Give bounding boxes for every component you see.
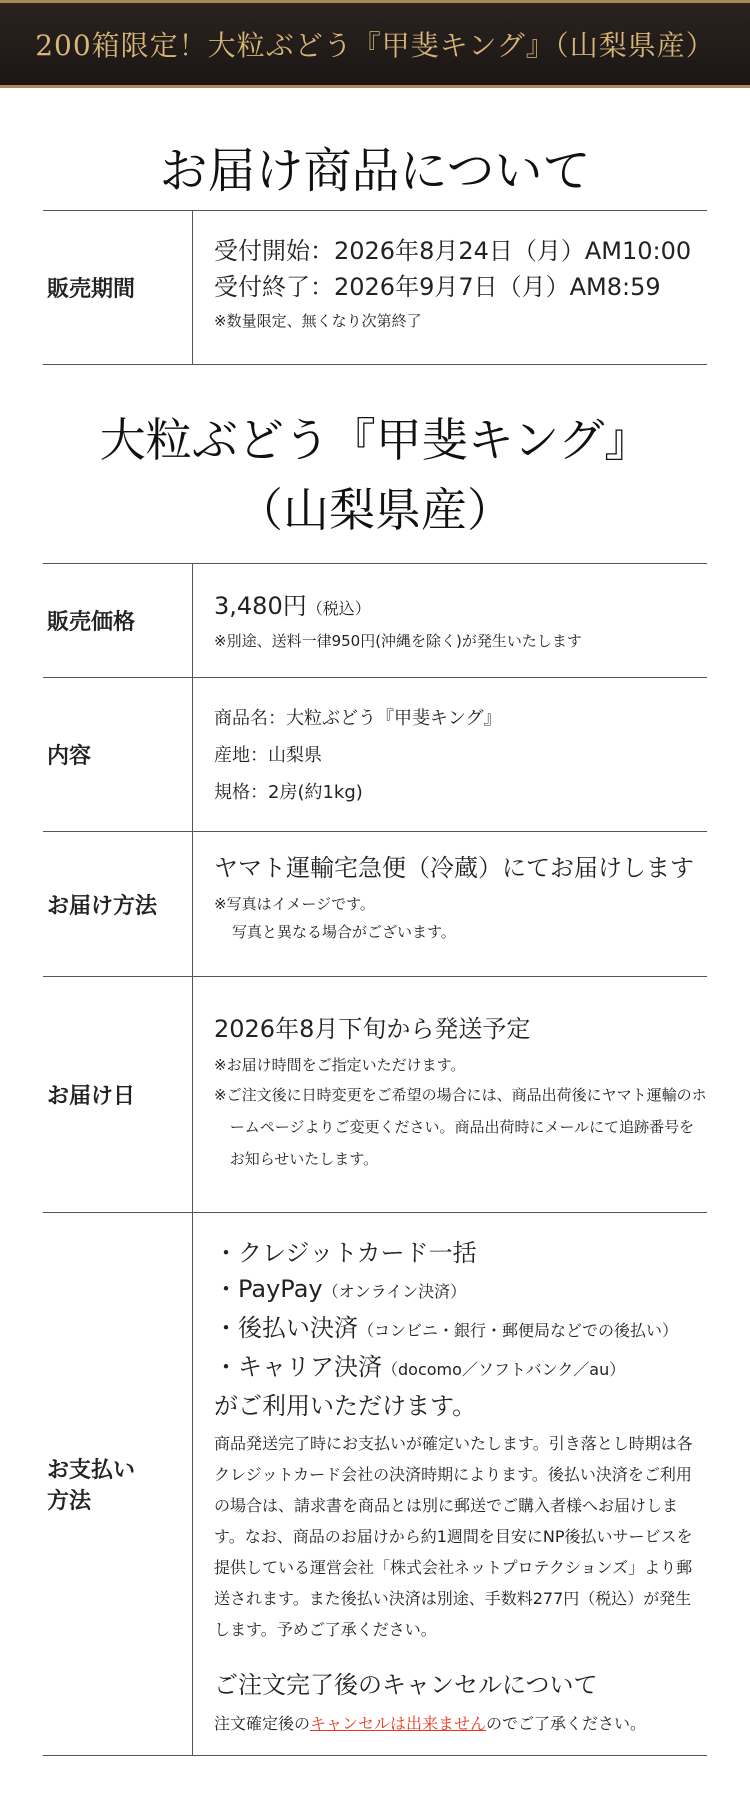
- delivery-method-main: ヤマト運輸宅急便（冷蔵）にてお届けします: [214, 854, 694, 882]
- delivery-method-note2: 写真と異なる場合がございます。: [232, 923, 456, 941]
- sale-start: 受付開始：2026年8月24日（月）AM10:00: [214, 237, 692, 265]
- top-banner: [0, 0, 750, 88]
- delivery-method-note1: ※写真はイメージです。: [214, 895, 375, 913]
- row-delivery-date: [43, 977, 707, 1213]
- label-sale-period: 販売期間: [43, 211, 193, 364]
- row-sale-period: [43, 211, 707, 365]
- payment-item-paypay-main: ・PayPay: [214, 1275, 323, 1303]
- product-title: [43, 365, 707, 563]
- product-title-line1: 大粒ぶどう『甲斐キング』: [99, 413, 651, 467]
- label-price: 販売価格: [43, 564, 193, 677]
- contents-origin: 産地：山梨県: [214, 745, 322, 766]
- sale-note: ※数量限定、無くなり次第終了: [214, 312, 422, 330]
- payment-item-carrier-main: ・キャリア決済: [214, 1353, 382, 1381]
- payment-item-paypay-sub: （オンライン決済）: [322, 1282, 467, 1301]
- payment-item-paypay: [214, 1271, 707, 1310]
- delivery-date-note2: ※ご注文後に日時変更をご希望の場合には、商品出荷後にヤマト運輸のホームページよりご変更ください。商品出荷時にメールにて追跡番号をお知らせいたします。: [214, 1086, 707, 1168]
- contents-content: [193, 678, 707, 831]
- product-title-line2: （山梨県産）: [237, 483, 513, 537]
- cancel-text: [214, 1709, 707, 1739]
- delivery-date-content: [193, 977, 707, 1212]
- price-value: 3,480円: [214, 592, 307, 620]
- price-tax: （税込）: [306, 599, 371, 618]
- section-title: お届け商品について: [159, 143, 591, 199]
- sale-period-content: [193, 211, 707, 364]
- delivery-date-note1: ※お届け時間をご指定いただけます。: [214, 1056, 466, 1074]
- content-wrapper: [43, 88, 707, 1756]
- row-contents: [43, 678, 707, 832]
- price-note: ※別途、送料一律950円(沖縄を除く)が発生いたします: [214, 632, 582, 650]
- price-content: [193, 564, 707, 677]
- cancel-text-post: のでご了承ください。: [486, 1714, 647, 1733]
- row-price: [43, 564, 707, 678]
- contents-name: 商品名：大粒ぶどう『甲斐キング』: [214, 708, 502, 729]
- label-delivery-date: お届け日: [43, 977, 193, 1212]
- price-line: [214, 588, 707, 627]
- payment-item-deferred-main: ・後払い決済: [214, 1314, 358, 1342]
- delivery-date-main: 2026年8月下旬から発送予定: [214, 1015, 531, 1043]
- row-payment: [43, 1213, 707, 1756]
- contents-spec: 規格：2房(約1kg): [214, 782, 363, 803]
- label-delivery-method: お届け方法: [43, 832, 193, 976]
- payment-item-carrier-sub: （docomo／ソフトバンク／au）: [382, 1360, 626, 1379]
- delivery-method-content: [193, 832, 707, 976]
- label-payment-line1: お支払い: [47, 1458, 136, 1483]
- label-contents: 内容: [43, 678, 193, 831]
- payment-item-credit: ・クレジットカード一括: [214, 1239, 477, 1267]
- cancel-text-pre: 注文確定後の: [214, 1714, 311, 1733]
- payment-item-deferred-sub: （コンビニ・銀行・郵便局などでの後払い）: [358, 1321, 679, 1340]
- label-payment-line2: 方法: [47, 1489, 92, 1514]
- cancel-title: ご注文完了後のキャンセルについて: [214, 1671, 598, 1699]
- sale-end: 受付終了：2026年9月7日（月）AM8:59: [214, 273, 661, 301]
- cancel-text-red: キャンセルは出来ません: [310, 1714, 487, 1733]
- payment-available: がご利用いただけます。: [214, 1392, 477, 1420]
- banner-text: 200箱限定！大粒ぶどう『甲斐キング』（山梨県産）: [35, 29, 715, 62]
- row-delivery-method: [43, 832, 707, 977]
- product-info-table: [43, 563, 707, 1756]
- label-payment: [43, 1213, 193, 1755]
- payment-item-deferred: [214, 1310, 707, 1349]
- payment-body: 商品発送完了時にお支払いが確定いたします。引き落とし時期は各クレジットカード会社の決済時期によります。後払い決済をご利用の場合は、請求書を商品とは別に郵送でご購入者様へお届けします。なお、商品のお届けから約1週間を目安にNP後払いサービスを提供している運営会社「株式会社ネットプロテクションズ」より郵送されます。また後払い決済は別途、手数料277円（税込）が発生します。予めご了承ください。: [214, 1434, 693, 1639]
- payment-content: [193, 1213, 707, 1755]
- sale-period-table: [43, 210, 707, 365]
- payment-item-carrier: [214, 1349, 707, 1388]
